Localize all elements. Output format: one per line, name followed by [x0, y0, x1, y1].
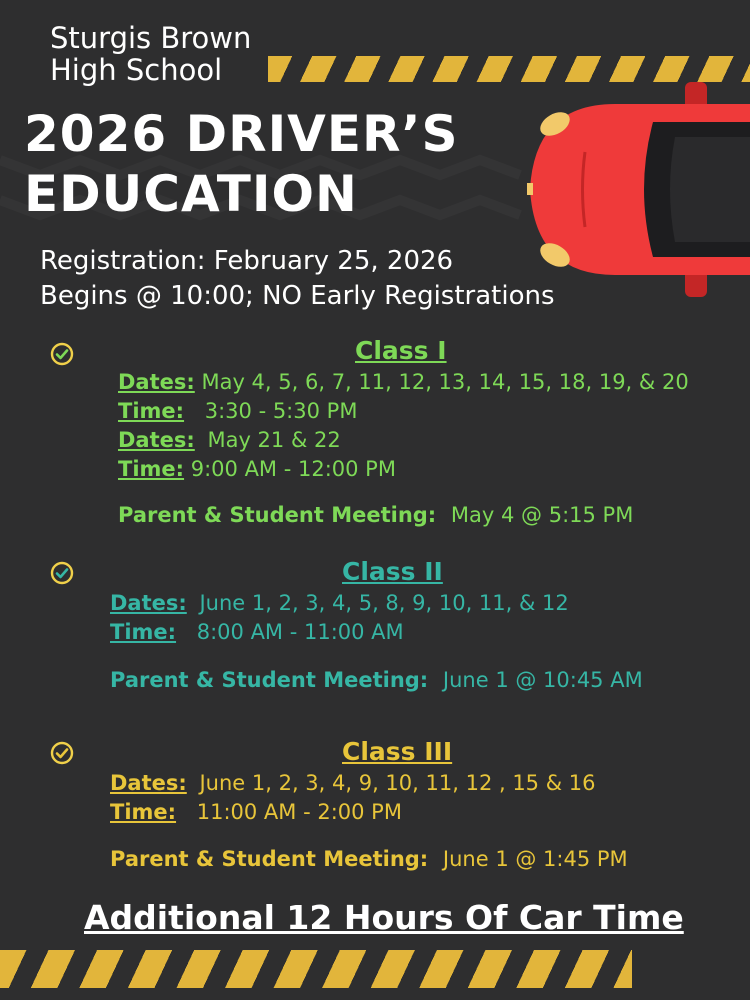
class-1-time2-row: [118, 455, 396, 483]
additional-car-time: Additional 12 Hours Of Car Time: [84, 898, 684, 937]
class-1-dates: May 4, 5, 6, 7, 11, 12, 13, 14, 15, 18, 19, & 20: [201, 370, 689, 394]
meeting-label: Parent & Student Meeting:: [110, 847, 429, 871]
dates-label: Dates:: [110, 771, 187, 795]
time-label: Time:: [110, 620, 177, 644]
hazard-stripe-top: [268, 56, 750, 82]
class-1-time: 3:30 - 5:30 PM: [204, 399, 358, 423]
class-1-meeting: May 4 @ 5:15 PM: [450, 503, 634, 527]
dates-label: Dates:: [110, 591, 187, 615]
check-circle-icon: [50, 342, 74, 366]
car-illustration: [525, 82, 750, 297]
class-3-dates-row: [110, 769, 596, 797]
class-2-dates-row: [110, 589, 569, 617]
time-label: Time:: [118, 457, 185, 481]
class-3-time-row: [110, 798, 402, 826]
dates-label: Dates:: [118, 370, 195, 394]
class-1-time-row: [118, 397, 357, 425]
class-1-dates-row: [118, 368, 689, 396]
registration-begins: Begins @ 10:00; NO Early Registrations: [40, 281, 555, 311]
hazard-stripe-bottom: [0, 950, 632, 988]
page-title: [24, 104, 544, 224]
class-1-dates2-row: [118, 426, 341, 454]
school-name-line1: Sturgis Brown: [50, 21, 252, 55]
class-2-dates: June 1, 2, 3, 4, 5, 8, 9, 10, 11, & 12: [199, 591, 569, 615]
time-label: Time:: [118, 399, 185, 423]
class-2-meeting-row: [110, 666, 643, 694]
class-2-time: 8:00 AM - 11:00 AM: [196, 620, 404, 644]
class-3-meeting-row: [110, 845, 628, 873]
title-line2: EDUCATION: [24, 165, 358, 223]
meeting-label: Parent & Student Meeting:: [110, 668, 429, 692]
class-2-time-row: [110, 618, 404, 646]
title-line1: 2026 DRIVER’S: [24, 105, 459, 163]
class-3-time: 11:00 AM - 2:00 PM: [196, 800, 402, 824]
class-1-time2: 9:00 AM - 12:00 PM: [190, 457, 396, 481]
check-circle-icon: [50, 741, 74, 765]
class-2-title: Class II: [342, 557, 443, 586]
check-circle-icon: [50, 561, 74, 585]
class-3-title: Class III: [342, 737, 453, 766]
class-3-dates: June 1, 2, 3, 4, 9, 10, 11, 12 , 15 & 16: [199, 771, 596, 795]
class-3-meeting: June 1 @ 1:45 PM: [442, 847, 628, 871]
dates-label: Dates:: [118, 428, 195, 452]
time-label: Time:: [110, 800, 177, 824]
class-2-meeting: June 1 @ 10:45 AM: [442, 668, 643, 692]
class-1-dates2: May 21 & 22: [207, 428, 341, 452]
class-1-title: Class I: [355, 336, 447, 365]
school-name: [50, 22, 251, 86]
registration-date: Registration: February 25, 2026: [40, 246, 454, 276]
school-name-line2: High School: [50, 53, 223, 87]
class-1-meeting-row: [118, 501, 633, 529]
meeting-label: Parent & Student Meeting:: [118, 503, 437, 527]
registration-info: [40, 244, 555, 314]
